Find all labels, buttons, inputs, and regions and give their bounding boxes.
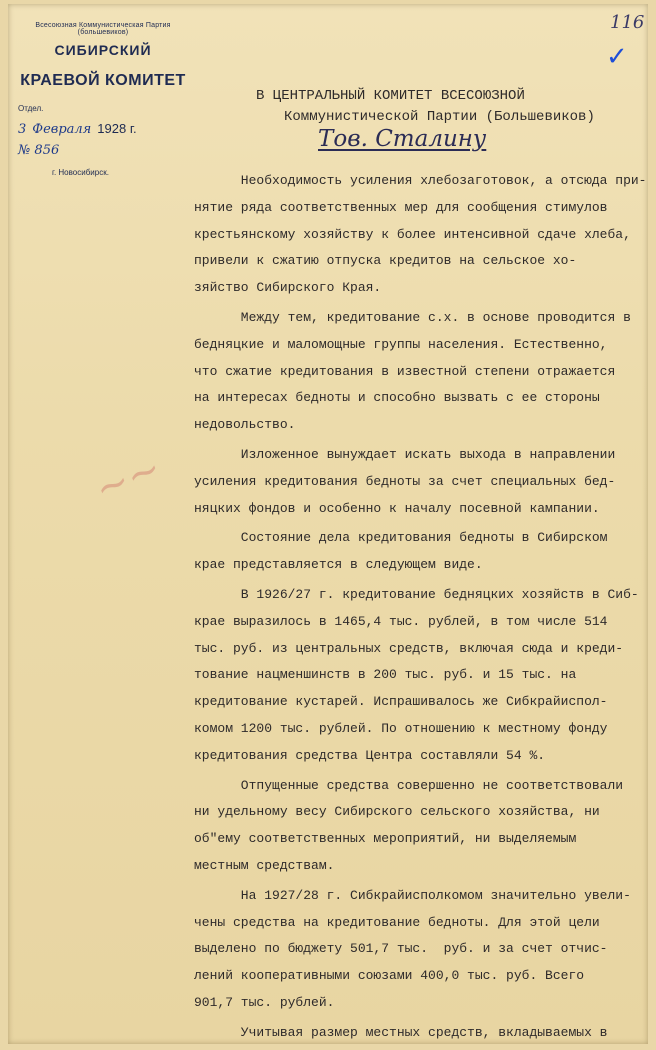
paragraph <box>194 525 640 579</box>
stamp-committee: КРАЕВОЙ КОМИТЕТ <box>20 72 186 89</box>
text-line: Учитывая размер местных средств, вкладываемых в <box>194 1024 608 1040</box>
text-line: выделено по бюджету 501,7 тыс. руб. и за счет отчис- <box>194 941 608 957</box>
text-line: местным средствам. <box>194 857 335 873</box>
text-line: 901,7 тыс. рублей. <box>194 994 335 1010</box>
paragraph <box>194 305 640 439</box>
addressee-handwritten: Тов. Сталину <box>318 126 487 152</box>
text-line: что сжатие кредитования в известной степени отражается <box>194 363 616 379</box>
text-line: привели к сжатию отпуска кредитов на сельское хо- <box>194 253 577 269</box>
letterhead-stamp <box>18 22 188 177</box>
faded-red-marginal-note-icon: ~~ <box>88 445 168 513</box>
text-line: нятие ряда соответственных мер для сообщения стимулов <box>194 199 608 215</box>
text-line: кредитование кустарей. Испрашивалось же Сибкрайиспол- <box>194 694 608 710</box>
text-line: комом 1200 тыс. рублей. По отношению к местному фонду <box>194 720 608 736</box>
text-line: В 1926/27 г. кредитование бедняцких хозяйств в Сиб- <box>194 586 639 602</box>
text-line: кредитования средства Центра составляли 54 %. <box>194 747 546 763</box>
text-line: на интересах бедноты и способно вызвать с ее стороны <box>194 390 600 406</box>
text-line: недовольство. <box>194 417 296 433</box>
paragraph <box>194 442 640 522</box>
heading-line-2: Коммунистической Партии (Большевиков) <box>284 109 595 125</box>
text-line: Изложенное вынуждает искать выхода в направлении <box>194 446 616 462</box>
stamp-organization: Всесоюзная Коммунистическая Партия (большевиков) <box>35 22 171 36</box>
check-mark-icon: ✓ <box>606 42 628 72</box>
text-line: бедняцкие и маломощные группы населения. Естественно, <box>194 336 608 352</box>
text-line: крестьянскому хозяйству к более интенсивной сдаче хлеба, <box>194 226 631 242</box>
stamp-date-month: Февраля <box>32 122 92 137</box>
text-line: Отпущенные средства совершенно не соответствовали <box>194 777 624 793</box>
text-line: няцких фондов и особенно к началу посевной кампании. <box>194 500 600 516</box>
heading <box>256 86 595 128</box>
text-line: Между тем, кредитование с.х. в основе проводится в <box>194 309 631 325</box>
stamp-region: СИБИРСКИЙ <box>54 42 152 58</box>
folio-number: 116 <box>610 12 645 33</box>
text-line: зяйство Сибирского Края. <box>194 280 382 296</box>
stamp-city: г. Новосибирск. <box>52 168 109 177</box>
paragraph <box>194 168 647 302</box>
paragraph <box>194 582 640 770</box>
text-line: тование нацменшинств в 200 тыс. руб. и 15 тыс. на <box>194 667 577 683</box>
letter-body <box>194 168 647 1050</box>
stamp-date-day: 3 <box>18 122 27 137</box>
stamp-date <box>18 121 188 137</box>
paragraph <box>194 1020 640 1047</box>
text-line: об"ему соответственных мероприятий, ни выделяемым <box>194 831 577 847</box>
text-line: крае выразилось в 1465,4 тыс. рублей, в том числе 514 <box>194 613 608 629</box>
text-line: На 1927/28 г. Сибкрайисполкомом значительно увели- <box>194 887 631 903</box>
paragraph <box>194 773 640 880</box>
stamp-date-year: 1928 г. <box>97 121 137 136</box>
text-line: усиления кредитования бедноты за счет специальных бед- <box>194 473 616 489</box>
text-line: ни удельному весу Сибирского сельского хозяйства, ни <box>194 804 600 820</box>
text-line: тыс. руб. из центральных средств, включая сюда и креди- <box>194 640 624 656</box>
paragraph <box>194 883 640 1017</box>
text-line: крае представляется в следующем виде. <box>194 557 483 573</box>
text-line: Необходимость усиления хлебозаготовок, а отсюда при- <box>194 173 647 188</box>
stamp-number: № 856 <box>18 143 60 158</box>
heading-line-1: В ЦЕНТРАЛЬНЫЙ КОМИТЕТ ВСЕСОЮЗНОЙ <box>256 88 525 104</box>
text-line: Состояние дела кредитования бедноты в Сибирском <box>194 530 608 546</box>
document-page <box>8 4 648 1044</box>
text-line: лений кооперативными союзами 400,0 тыс. руб. Всего <box>194 968 585 984</box>
text-line: чены средства на кредитование бедноты. Для этой цели <box>194 914 600 930</box>
stamp-department-label: Отдел. <box>18 104 44 113</box>
